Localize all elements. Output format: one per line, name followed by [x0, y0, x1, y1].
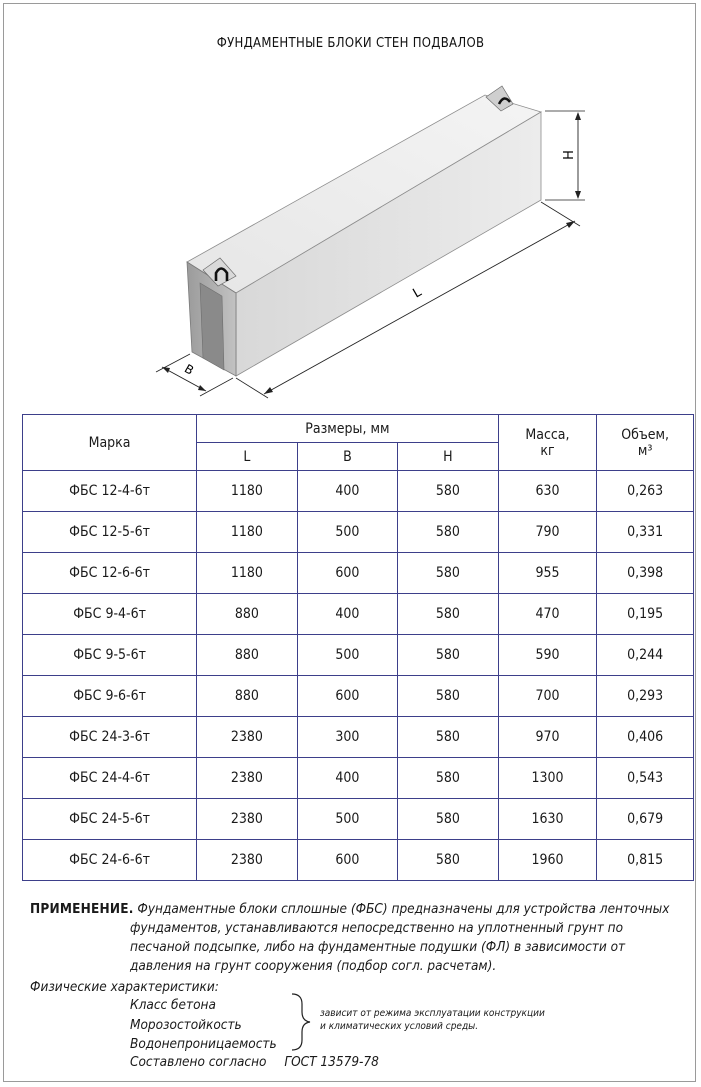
cell-b: 500	[297, 635, 397, 676]
cell-h: 580	[398, 512, 498, 553]
cell-h: 580	[398, 676, 498, 717]
cell-b: 400	[297, 471, 397, 512]
cell-volume: 0,293	[597, 676, 694, 717]
cell-l: 2380	[197, 840, 298, 881]
table-row	[23, 594, 694, 635]
table-row	[23, 635, 694, 676]
spec-table	[22, 414, 694, 881]
cell-b: 300	[297, 717, 397, 758]
header-mass-line1: Масса,	[525, 426, 570, 443]
cell-mass: 700	[498, 676, 597, 717]
cell-h: 580	[398, 758, 498, 799]
cell-l: 880	[197, 676, 298, 717]
table-row	[23, 840, 694, 881]
cell-mark: ФБС 9-5-6т	[23, 635, 197, 676]
cell-b: 600	[297, 840, 397, 881]
cell-b: 600	[297, 553, 397, 594]
usage-line1: Фундаментные блоки сплошные (ФБС) предназначены для устройства ленточных	[137, 901, 670, 917]
table-row	[23, 717, 694, 758]
table-row	[23, 553, 694, 594]
cell-mass: 470	[498, 594, 597, 635]
cell-l: 1180	[197, 471, 298, 512]
cell-h: 580	[398, 553, 498, 594]
dim-label-h: H	[562, 150, 577, 160]
cell-mass: 1300	[498, 758, 597, 799]
cell-l: 1180	[197, 512, 298, 553]
cell-b: 400	[297, 594, 397, 635]
phys-item-water-resistance: Водонепроницаемость	[130, 1036, 277, 1052]
cell-mark: ФБС 24-4-6т	[23, 758, 197, 799]
cell-l: 880	[197, 635, 298, 676]
cell-l: 880	[197, 594, 298, 635]
cell-l: 2380	[197, 758, 298, 799]
cell-b: 400	[297, 758, 397, 799]
header-volume-line1: Объем,	[621, 426, 670, 443]
cell-h: 580	[398, 471, 498, 512]
cell-mark: ФБС 24-5-6т	[23, 799, 197, 840]
brace-icon	[288, 992, 312, 1052]
cell-mass: 955	[498, 553, 597, 594]
header-dimensions: Размеры, мм	[197, 415, 499, 443]
header-volume	[597, 415, 694, 471]
usage-line2: фундаментов, устанавливаются непосредственно на уплотненный грунт по	[130, 920, 624, 936]
header-mass-line2: кг	[540, 442, 555, 459]
usage-line3: песчаной подсыпке, либо на фундаментные подушки (ФЛ) в зависимости от	[130, 939, 626, 955]
cell-mark: ФБС 9-6-6т	[23, 676, 197, 717]
dim-label-b: B	[182, 361, 197, 378]
cell-l: 2380	[197, 717, 298, 758]
cell-mark: ФБС 12-4-6т	[23, 471, 197, 512]
cell-l: 1180	[197, 553, 298, 594]
header-mark: Марка	[23, 415, 197, 471]
phys-item-frost-resistance: Морозостойкость	[130, 1017, 242, 1033]
cell-volume: 0,331	[597, 512, 694, 553]
cell-mass: 590	[498, 635, 597, 676]
cell-h: 580	[398, 840, 498, 881]
cell-h: 580	[398, 799, 498, 840]
header-b: B	[297, 443, 397, 471]
table-row	[23, 758, 694, 799]
cell-mark: ФБС 12-6-6т	[23, 553, 197, 594]
phys-item-concrete-class: Класс бетона	[130, 997, 216, 1013]
cell-mark: ФБС 9-4-6т	[23, 594, 197, 635]
cell-h: 580	[398, 717, 498, 758]
cell-volume: 0,406	[597, 717, 694, 758]
cell-h: 580	[398, 635, 498, 676]
cell-volume: 0,244	[597, 635, 694, 676]
table-row	[23, 471, 694, 512]
usage-paragraph	[30, 900, 680, 919]
standard-label: Составлено согласно	[130, 1054, 267, 1070]
table-row	[23, 799, 694, 840]
cell-mass: 630	[498, 471, 597, 512]
cell-volume: 0,195	[597, 594, 694, 635]
cell-mass: 790	[498, 512, 597, 553]
physical-characteristics-heading: Физические характеристики:	[30, 979, 219, 995]
cell-volume: 0,815	[597, 840, 694, 881]
block-groove	[200, 283, 224, 370]
cell-mass: 1960	[498, 840, 597, 881]
header-l: L	[197, 443, 298, 471]
cell-mark: ФБС 12-5-6т	[23, 512, 197, 553]
brace-note-line1: зависит от режима эксплуатации конструкции	[320, 1008, 545, 1019]
cell-h: 580	[398, 594, 498, 635]
standard-value: ГОСТ 13579-78	[284, 1054, 379, 1070]
cell-l: 2380	[197, 799, 298, 840]
table-row	[23, 512, 694, 553]
cell-b: 500	[297, 512, 397, 553]
cell-b: 500	[297, 799, 397, 840]
cell-mark: ФБС 24-6-6т	[23, 840, 197, 881]
cell-volume: 0,679	[597, 799, 694, 840]
dim-label-l: L	[410, 284, 425, 302]
standard-line	[130, 1053, 379, 1072]
usage-heading: ПРИМЕНЕНИЕ.	[30, 901, 134, 917]
page-title: ФУНДАМЕНТНЫЕ БЛОКИ СТЕН ПОДВАЛОВ	[216, 36, 485, 51]
cell-mass: 1630	[498, 799, 597, 840]
cell-mass: 970	[498, 717, 597, 758]
header-h: H	[398, 443, 498, 471]
cell-volume: 0,398	[597, 553, 694, 594]
cell-volume: 0,263	[597, 471, 694, 512]
usage-line4: давления на грунт сооружения (подбор согл. расчетам).	[130, 958, 497, 974]
block-drawing	[0, 0, 701, 410]
cell-mark: ФБС 24-3-6т	[23, 717, 197, 758]
header-mass	[498, 415, 597, 471]
brace-note-line2: и климатических условий среды.	[320, 1021, 479, 1032]
table-row	[23, 676, 694, 717]
header-volume-line2: м³	[637, 442, 653, 459]
cell-b: 600	[297, 676, 397, 717]
cell-volume: 0,543	[597, 758, 694, 799]
